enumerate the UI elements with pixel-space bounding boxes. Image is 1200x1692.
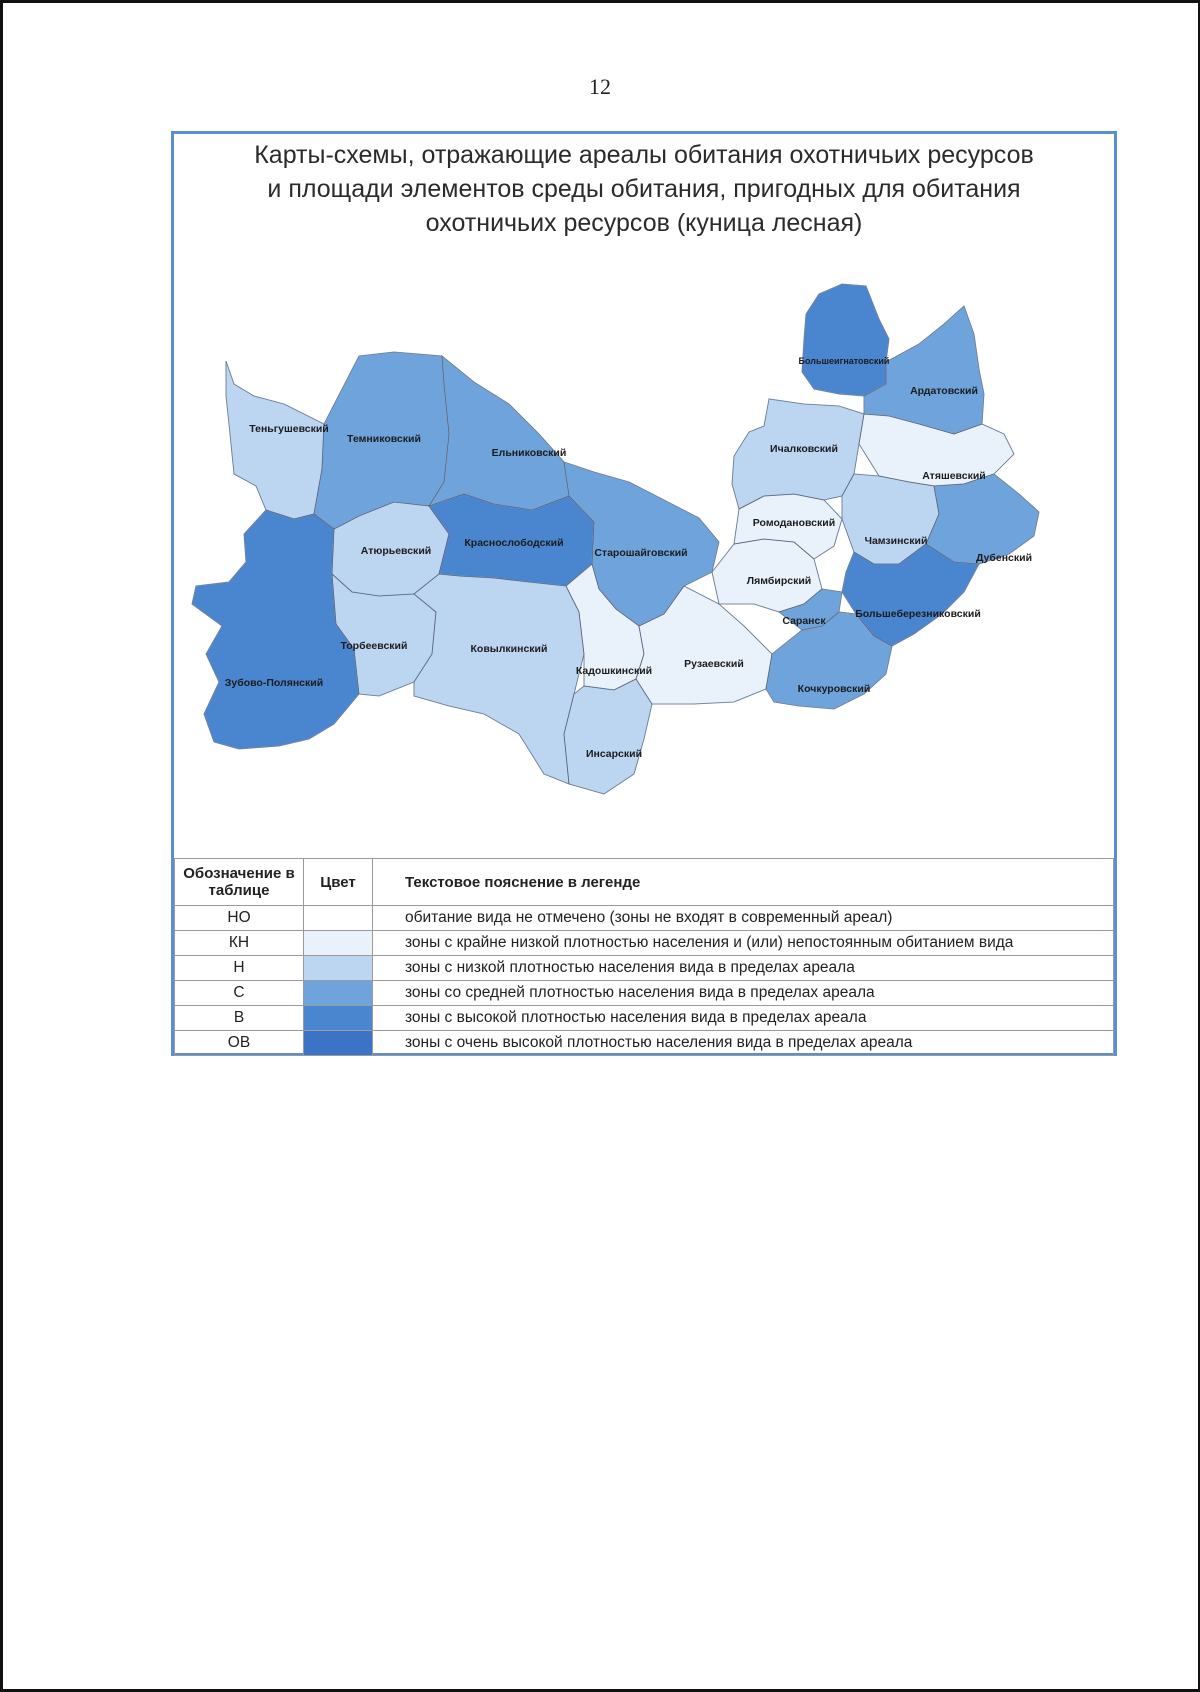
district-label-chamzinsky: Чамзинский: [864, 535, 928, 547]
district-label-ichalkovsky: Ичалковский: [770, 443, 838, 455]
legend-row: [175, 1031, 1114, 1056]
district-label-elnikovsky: Ельниковский: [491, 447, 567, 459]
district-label-torbeevsky: Торбеевский: [340, 640, 408, 652]
district-label-ruzaevsky: Рузаевский: [684, 658, 744, 670]
legend-swatch-cell: [304, 1031, 373, 1056]
legend-text: обитание вида не отмечено (зоны не входят в современный ареал): [373, 906, 1114, 931]
legend-code: КН: [175, 931, 304, 956]
legend-header-text: Текстовое пояснение в легенде: [373, 859, 1114, 906]
legend-row: [175, 981, 1114, 1006]
legend-text: зоны с очень высокой плотностью населения вида в пределах ареала: [373, 1031, 1114, 1056]
district-kovylkinsky: [414, 574, 584, 784]
legend-row: [175, 906, 1114, 931]
district-label-kovylkinsky: Ковылкинский: [470, 643, 548, 655]
legend-code: Н: [175, 956, 304, 981]
legend-code: С: [175, 981, 304, 1006]
district-label-saransk: Саранск: [782, 615, 826, 627]
legend-swatch-cell: [304, 931, 373, 956]
legend-text: зоны с высокой плотностью населения вида в пределах ареала: [373, 1006, 1114, 1031]
legend-header-code: Обозначение в таблице: [175, 859, 304, 906]
region-map: [174, 134, 1114, 854]
district-label-romodanovsky: Ромодановский: [752, 517, 836, 529]
legend-swatch: [304, 1006, 372, 1030]
legend-swatch: [304, 1031, 372, 1055]
figure-title-line-3: охотничьих ресурсов (куница лесная): [425, 209, 863, 237]
district-label-starshaygovsky: Старошайговский: [594, 547, 688, 559]
district-dubensky: [926, 474, 1039, 564]
district-label-krasnoslobodsky: Краснослободский: [464, 537, 564, 549]
district-label-insarsky: Инсарский: [585, 748, 643, 760]
legend-swatch: [304, 981, 372, 1005]
legend-swatch-cell: [304, 981, 373, 1006]
legend-swatch: [304, 906, 372, 930]
legend-text: зоны со средней плотностью населения вида в пределах ареала: [373, 981, 1114, 1006]
legend-row: [175, 1006, 1114, 1031]
legend-text: зоны с крайне низкой плотностью населения и (или) непостоянным обитанием вида: [373, 931, 1114, 956]
district-tengushevsky: [226, 361, 324, 519]
district-label-bolsheignatovsky: Большеигнатовский: [798, 356, 890, 366]
district-elnikovsky: [429, 356, 569, 510]
legend-header-color: Цвет: [304, 859, 373, 906]
district-bolsheignatovsky: [802, 284, 889, 396]
district-label-kadoshkinsky: Кадошкинский: [575, 665, 653, 677]
district-label-ardatovsky: Ардатовский: [910, 385, 978, 397]
legend-swatch: [304, 931, 372, 955]
district-label-kochkurovsky: Кочкуровский: [797, 683, 871, 695]
legend-header-row: [175, 859, 1114, 906]
legend-swatch-cell: [304, 956, 373, 981]
legend-row: [175, 956, 1114, 981]
legend-table: [174, 858, 1114, 1056]
district-label-lyambirsky: Лямбирский: [746, 575, 812, 587]
figure-title-line-1: Карты-схемы, отражающие ареалы обитания охотничьих ресурсов: [254, 141, 1034, 169]
legend-code: ОВ: [175, 1031, 304, 1056]
district-insarsky: [564, 679, 652, 794]
legend-code: В: [175, 1006, 304, 1031]
district-label-atyurevsky: Атюрьевский: [360, 545, 432, 557]
map-figure: [171, 131, 1117, 1056]
district-label-bolsheberezníkovsky: Большеберезниковский: [855, 608, 981, 620]
legend-swatch-cell: [304, 1006, 373, 1031]
legend-swatch: [304, 956, 372, 980]
figure-title-line-2: и площади элементов среды обитания, пригодных для обитания: [267, 175, 1021, 203]
district-label-tengushevsky: Теньгушевский: [249, 423, 329, 435]
page-number: 12: [589, 74, 611, 99]
legend-code: НО: [175, 906, 304, 931]
district-label-dubensky: Дубенский: [975, 552, 1033, 564]
legend-swatch-cell: [304, 906, 373, 931]
legend-row: [175, 931, 1114, 956]
district-label-zubovo-polyansky: Зубово-Полянский: [224, 677, 324, 689]
district-label-temnikovsky: Темниковский: [347, 433, 421, 445]
legend-text: зоны с низкой плотностью населения вида в пределах ареала: [373, 956, 1114, 981]
district-label-atyashevsky: Атяшевский: [922, 470, 986, 482]
